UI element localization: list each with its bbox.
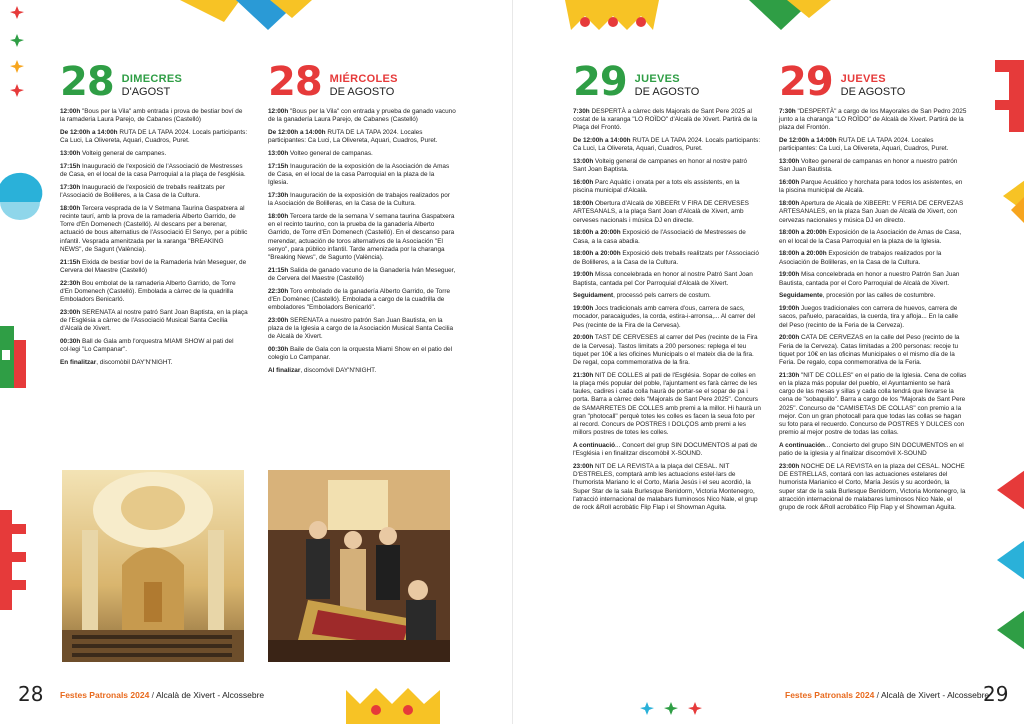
entry-text: Baile de Gala con la orquesta Miami Show en el patio del colegio Lo Campanar. — [268, 346, 453, 362]
schedule-entry — [573, 372, 761, 438]
footer-place: Alcalà de Xivert - Alcossebre — [880, 690, 990, 700]
day-column-es-29 — [779, 58, 967, 517]
entry-text: DESPERTÀ a càrrec dels Majorals de Sant Pere 2025 al costat de la xaranga "LO ROÏDO" d'Alcalà de Xivert. Partirà de la Plaça del Frontó. — [573, 108, 758, 132]
schedule-entry — [268, 192, 456, 208]
schedule-entry — [779, 108, 967, 133]
entry-text: Jocs tradicionals amb carrera d'ous, carrera de sacs, mocador, paracaigudes, la corda, estira-i-arronsa,... Al carrer del Pes (recinte de la Fira de la Cervesa). — [573, 305, 756, 329]
entry-time: 7:30h — [779, 108, 796, 115]
schedule-entry — [268, 317, 456, 342]
schedule-entry — [779, 229, 967, 245]
day-column-ca-28 — [60, 58, 248, 372]
entry-time: Al finalizar — [268, 367, 301, 375]
weekday: DIMECRES — [121, 73, 183, 85]
entry-time: 18:00h a 20:00h — [779, 229, 827, 237]
day-label — [330, 73, 398, 102]
entry-time: 17:15h — [268, 162, 289, 170]
month: DE AGOSTO — [840, 86, 906, 98]
entry-time: 21:15h — [268, 266, 289, 274]
entry-time: 22:30h — [268, 287, 289, 295]
schedule-entry — [779, 179, 967, 195]
weekday: JUEVES — [634, 73, 680, 85]
entry-text: Parque Acuático y horchata para todos los asistentes, en la piscina municipal de Alcalà. — [779, 179, 963, 195]
entry-time: 23:00h — [779, 463, 800, 471]
schedule-entry — [779, 158, 967, 174]
day-label — [635, 73, 700, 102]
entry-text: , discomòbil DAY'N'NIGHT. — [96, 359, 173, 367]
entry-text: Missa concelebrada en honor al nostre Patró Sant Joan Baptista, cantada pel Cor Parroquial d'Alcalà de Xivert. — [573, 271, 753, 287]
day-column-es-28 — [268, 58, 456, 380]
schedule-entry — [779, 292, 967, 300]
entry-time: 20:00h — [779, 334, 800, 342]
entry-text: SERENATA a nuestro patrón San Juan Bautista, en la plaza de la Iglesia a cargo de la Asociación Musical Santa Cecilia de Alcalà de Xivert. — [268, 317, 454, 341]
entry-text: RUTA DE LA TAPA 2024. Locals participants: Ca Luci, La Olivereta, Aquari, Cuadros, Puret. — [573, 137, 761, 153]
entry-text: Tercera tarde de la semana V semana taurina Gaspatxera en el recinto taurino, con la prueba de la ganadería Alberto Garrido, de Torre d'En Domenech (Castelló). En el descanso para merendar, actuación de toros alternativos de la Asociación "El senyo", para público infantil. Tarde amenizada por la charanga "Breaking News", de Sagunto (València). — [268, 213, 455, 262]
entry-time: 21:15h — [60, 258, 81, 266]
footer-place: Alcalà de Xivert - Alcossebre — [155, 690, 265, 700]
entry-time: 16:00h — [779, 179, 800, 187]
entry-time: 18:00h a 20:00h — [779, 250, 827, 258]
schedule-entry — [60, 259, 248, 275]
entry-time: Seguidamente — [779, 292, 823, 300]
schedule-entry — [573, 292, 761, 300]
schedule-entry — [779, 305, 967, 330]
entry-time: 18:00h — [268, 213, 289, 220]
schedule-entry — [268, 163, 456, 188]
entry-text: Volteig general de campanes en honor al nostre patró Sant Joan Baptista. — [573, 158, 748, 174]
entry-time: 13:00h — [60, 150, 81, 157]
schedule-entry — [60, 280, 248, 305]
schedule-entry — [60, 129, 248, 145]
entry-text: Inauguración de la exposición de trabajos realizados por la Asociación de Bolilleras, en la Casa de la Cultura. — [268, 192, 450, 208]
entry-time: 20:00h — [573, 334, 594, 342]
entry-time: 19:00h — [573, 305, 594, 313]
day-label — [122, 73, 182, 102]
entry-time: 19:00h — [779, 305, 800, 313]
entry-time: 21:30h — [779, 371, 800, 379]
entry-time: 00:30h — [268, 346, 289, 354]
schedule-entry — [573, 158, 761, 174]
schedule-entry — [779, 442, 967, 458]
ceremony-photo — [268, 470, 450, 662]
footer-right — [785, 690, 989, 700]
entry-text: Inauguració de l'exposició de treballs realitzats per l'Associació de Bolilleres, a la Casa de la Cultura. — [60, 183, 225, 199]
entry-time: 23:00h — [60, 308, 81, 316]
page-number-right: 29 — [983, 682, 1009, 706]
entry-text: Obertura d'Alcalà de XiBEERt V FIRA DE CERVESES ARTESANALS, a la plaça Sant Joan d'Alcalà de Xivert, amb cerveses nacionals i música DJ en directe. — [573, 200, 749, 224]
entry-time: 7:30h — [573, 108, 590, 115]
entry-text: CATA DE CERVEZAS en la calle del Peso (recinto de la Feria de la Cerveza). Catas limitadas a 200 personas: recoje tu tiquet por 10€ en las oficinas Municipales o el mismo día de la Feria. De regalo, copa conmemorativa de la Feria. — [779, 334, 960, 367]
schedule-entry — [60, 359, 248, 367]
entry-text: Tercera vesprada de la V Setmana Taurina Gaspatxera al recinte taurí, amb la prova de la ramaderia Alberto Garrido, de Torre d'En Domenech (Castelló). Al descans per a berenar, actuació de bous alternatius de l'Associació El Senyo, per a públic infantil. Vesprada amenitzada per la xaranga "BREAKING NEWS", de Sagunt (València). — [60, 204, 248, 253]
entry-text: Ball de Gala amb l'orquestra MIAMI SHOW al pati del col·legi "Lo Campanar". — [60, 338, 234, 354]
entry-text: "Bous per la Vila" amb entrada i prova de bestiar boví de la ramaderia Laura Parejo, de Cabanes (Castelló) — [60, 108, 243, 124]
schedule-entry — [573, 179, 761, 195]
entry-time: De 12:00h a 14:00h — [60, 129, 118, 136]
entry-text: Salida de ganado vacuno de la Ganadería Iván Meseguer, de Cervera del Maestre (Castelló) — [268, 266, 456, 283]
entry-time: Seguidament — [573, 292, 614, 300]
schedule-entry — [60, 108, 248, 124]
day-number: 29 — [779, 59, 833, 105]
footer-brand: Festes Patronals 2024 — [60, 690, 150, 700]
schedule-entry — [779, 271, 967, 287]
entry-text: Eixida de bestiar boví de la Ramaderia Iván Meseguer, de Cervera del Maestre (Castelló) — [60, 258, 247, 274]
day-number: 29 — [573, 59, 627, 105]
month: D'AGOST — [121, 86, 171, 98]
schedule-entry — [268, 108, 456, 124]
day-label — [841, 73, 906, 102]
entry-text: Inauguració de l'exposició de l'Associació de Mestresses de Casa, en el local de la casa Parroquial a la plaça de l'església. — [60, 162, 246, 178]
schedule-entry — [573, 200, 761, 225]
day-header — [60, 58, 248, 105]
schedule-entry — [60, 150, 248, 158]
schedule-entry — [573, 305, 761, 330]
entry-time: De 12:00h a 14:00h — [779, 137, 837, 145]
entry-time: A continuación — [779, 442, 825, 450]
entry-text: "DESPERTÀ" a cargo de los Mayorales de San Pedro 2025 junto a la charanga "LO ROÏDO" de Alcalà de Xivert. Partirá de la plaza del Frontón. — [779, 108, 967, 132]
page-number-left: 28 — [18, 682, 44, 706]
entry-text: RUTA DE LA TAPA 2024. Locales participantes: Ca Luci, La Olivereta, Aquari, Cuadros, Puret. — [268, 129, 438, 145]
entry-time: 22:30h — [60, 279, 81, 287]
entry-time: 12:00h — [60, 108, 81, 115]
entry-text: , discomóvil DAY'N'NIGHT. — [300, 367, 377, 375]
entry-text: Exposición de la Asociación de Amas de Casa, en el local de la Casa Parroquial en la plaza de la Iglesia. — [779, 229, 962, 245]
entry-time: 18:00h a 20:00h — [573, 250, 621, 258]
footer-left — [60, 690, 264, 700]
entry-text: SERENATA al nostre patró Sant Joan Baptista, en la plaça de l'Església a càrrec de l'Associació Musical Santa Cecília d'Alcalà de Xivert. — [60, 308, 248, 333]
entry-time: 23:00h — [573, 463, 594, 471]
entry-text: Volteo general de campanas en honor a nuestro patrón San Juan Bautista. — [779, 158, 958, 174]
entry-text: Volteig general de campanes. — [80, 150, 167, 157]
entry-text: RUTA DE LA TAPA 2024. Locals participants: Ca Luci, La Olivereta, Aquari, Cuadros, Puret. — [60, 129, 248, 145]
entry-text: ... Concert del grup SIN DOCUMENTOS al pati de l'Església i en finalitzar discomòbil X-SOUND. — [573, 442, 758, 458]
schedule-entry — [268, 129, 456, 145]
schedule-entry — [573, 229, 761, 245]
schedule-entry — [60, 309, 248, 334]
schedule-entry — [268, 367, 456, 375]
schedule-entry — [573, 334, 761, 367]
entry-time: De 12:00h a 14:00h — [573, 137, 631, 145]
entry-time: 13:00h — [779, 158, 800, 166]
entry-time: 17:15h — [60, 162, 81, 170]
schedule-list — [60, 108, 248, 367]
entry-text: ... Concierto del grupo SIN DOCUMENTOS en el patio de la iglesia y al finalizar discomóvil X-SOUND — [779, 442, 964, 458]
schedule-entry — [573, 108, 761, 133]
entry-text: "NIT DE COLLES" en el patio de la Iglesia. Cena de collas en la plaza más popular del pueblo, el Ayuntamiento se hará cargo de las mesas y sillas y cada colla tendrá que llevarse la cena de "sobaquillo". Barra a cargo de los "Majorals de Sant Pere 2025". Concurso de "CAMISETAS DE COLLAS" con premio a la mejor. Con un gran photocall para que todas las collas se hagan su foto para el recuerdo. Concurso de POSTRES Y DULCES con premio al mejor postre de todas las collas. — [779, 371, 967, 437]
schedule-entry — [60, 205, 248, 254]
schedule-entry — [60, 184, 248, 200]
entry-text: Exposición de trabajos realizados por la Asociación de Bolilleras, en la Casa de la Cultura. — [779, 250, 942, 266]
schedule-entry — [573, 250, 761, 266]
month: DE AGOSTO — [634, 86, 700, 98]
schedule-entry — [779, 334, 967, 367]
entry-text: Toro embolado de la ganadería Alberto Garrido, de Torre d'En Domènec (Castelló). Emboladа a cargo de la cuadrilla de emboladores "Emboladors Benicarló". — [268, 287, 451, 312]
schedule-entry — [268, 288, 456, 313]
entry-time: De 12:00h a 14:00h — [268, 129, 326, 136]
schedule-entry — [779, 463, 967, 512]
entry-time: A continuació — [573, 442, 616, 450]
schedule-entry — [268, 346, 456, 362]
schedule-list — [779, 108, 967, 512]
entry-time: 12:00h — [268, 108, 289, 115]
entry-time: 00:30h — [60, 338, 81, 346]
schedule-entry — [573, 137, 761, 153]
schedule-entry — [573, 463, 761, 512]
schedule-entry — [573, 271, 761, 287]
entry-time: 17:30h — [60, 183, 81, 191]
month: DE AGOSTO — [329, 86, 395, 98]
entry-text: , procesión por las calles de costumbre. — [822, 292, 936, 300]
entry-time: 23:00h — [268, 317, 289, 325]
entry-text: "Bous per la Vila" con entrada y prueba de ganado vacuno de la ganadería Laura Parejo, de Cabanes (Castelló) — [268, 108, 456, 124]
schedule-entry — [779, 200, 967, 225]
entry-time: 21:30h — [573, 371, 594, 379]
schedule-entry — [779, 372, 967, 438]
schedule-list — [573, 108, 761, 512]
entry-time: 18:00h — [573, 200, 594, 208]
schedule-entry — [268, 213, 456, 262]
entry-text: Juegos tradicionales con carrera de huevos, carrera de sacos, pañuelo, paracaídas, la cuerda, tira y afloja... En la calle del Peso (recinto de la Feria de la Cerveza). — [779, 305, 959, 329]
entry-time: 17:30h — [268, 192, 289, 199]
entry-text: Exposició de l'Associació de Mestresses de Casa, a la casa abadia. — [573, 229, 746, 245]
footer-separator: / — [149, 690, 156, 700]
schedule-entry — [268, 150, 456, 158]
schedule-entry — [779, 137, 967, 153]
entry-text: , processó pels carrers de costum. — [613, 292, 711, 300]
footer-separator: / — [874, 690, 881, 700]
entry-text: Parc Aquàtic i orxata per a tots els assistents, en la piscina municipal d'Alcalà. — [573, 179, 740, 195]
day-number: 28 — [60, 59, 114, 105]
schedule-list — [268, 108, 456, 375]
schedule-entry — [268, 267, 456, 283]
entry-time: 18:00h — [60, 204, 81, 212]
entry-text: Exposició dels treballs realitzats per l'Associació de Bolilleres, a la Casa de la Cultura. — [573, 250, 759, 266]
entry-time: 19:00h — [779, 271, 800, 279]
entry-time: 13:00h — [268, 150, 289, 157]
day-number: 28 — [268, 59, 322, 105]
entry-text: NOCHE DE LA REVISTA en la plaza del CESAL. NOCHE DE ESTRELLAS, contará con las actuaciones estelares del humorista Marianico el Corto, María Jesús y su acordeón, la super star de la sala Burlesque Benidorm, Victoria Montenegro, la atracción internacional de malabares luminosos Nico Nale, el grupo de rock &Roll acrobático Flip Flap y el Showman Aguita. — [779, 463, 966, 512]
schedule-entry — [60, 338, 248, 354]
day-header — [573, 58, 761, 105]
entry-time: 18:00h — [779, 200, 800, 208]
entry-time: 16:00h — [573, 179, 594, 187]
footer-brand: Festes Patronals 2024 — [785, 690, 875, 700]
entry-text: RUTA DE LA TAPA 2024. Locales participantes: Ca Luci, La Olivereta, Aquari, Cuadros, Puret. — [779, 137, 949, 153]
church-interior-photo — [62, 470, 244, 662]
entry-time: 19:00h — [573, 271, 594, 279]
day-column-ca-29 — [573, 58, 761, 517]
day-header — [268, 58, 456, 105]
right-page — [512, 0, 1024, 724]
day-header — [779, 58, 967, 105]
weekday: MIÉRCOLES — [329, 73, 398, 85]
schedule-entry — [779, 250, 967, 266]
entry-text: Volteo general de campanas. — [288, 150, 373, 157]
entry-text: Bou embolat de la ramaderia Alberto Garrido, de Torre d'En Domenech (Castelló). Emboladа a càrrec de la quadrilla Emboladors Benicarló. — [60, 279, 236, 304]
entry-text: Apertura de Alcalà de XiBEERt: V FERIA DE CERVEZAS ARTESANALES, en la plaza San Juan de Alcalà de Xivert, con cervezas nacionales y música DJ en directo. — [779, 200, 964, 224]
entry-text: TAST DE CERVESES al carrer del Pes (recinte de la Fira de la Cervesa). Tastos limitats a 200 persones: replega el teu tiquet per 10€ a les oficines Municipals o el mateix dia de la fira. De regal, copa commemorativa de la fira. — [573, 334, 758, 367]
schedule-entry — [60, 163, 248, 179]
entry-text: NIT DE LA REVISTA a la plaça del CESAL. NIT D'ESTRELES, comptarà amb les actuacions estel·lars de l'humorista Mariano Ic el Corto, Maria Jesús i el seu acordió, la Super Star de la sala Burlesque Benidorm, Victoria Montenegro, l'atracció internacional de malabars lluminosos Nico Nale, el grup de rock &Roll acrobàtic Flip Flap i el Showman Aguita. — [573, 463, 758, 512]
weekday: JUEVES — [840, 73, 886, 85]
entry-time: 18:00h a 20:00h — [573, 229, 621, 237]
entry-text: Misa concelebrada en honor a nuestro Patrón San Juan Bautista, cantada por el Coro Parroquial de Alcalà de Xivert. — [779, 271, 960, 287]
schedule-entry — [573, 442, 761, 458]
entry-time: En finalitzar — [60, 359, 97, 367]
entry-time: 13:00h — [573, 158, 594, 166]
entry-text: NIT DE COLLES al pati de l'Església. Sopar de colles en la plaça més popular del poble, l'ajuntament es farà càrrec de les taules, cadires i cada colla haurà de portar-se el sopar de pa i porta. Barra a càrrec dels "Majorals de Sant Pere 2025". Concurs de SAMARRETES DE COLLES amb premi a la millor. Hi haurà un gran "photocall" perquè totes les colles es facen la seua foto per al record. Concurs de POSTRES I DOLÇOS amb premi a les millors postres de totes les colles. — [573, 371, 761, 437]
entry-text: Inauguración de la exposición de la Asociación de Amas de Casa, en el local de la casa Parroquial en la plaza de la Iglesia. — [268, 162, 450, 187]
